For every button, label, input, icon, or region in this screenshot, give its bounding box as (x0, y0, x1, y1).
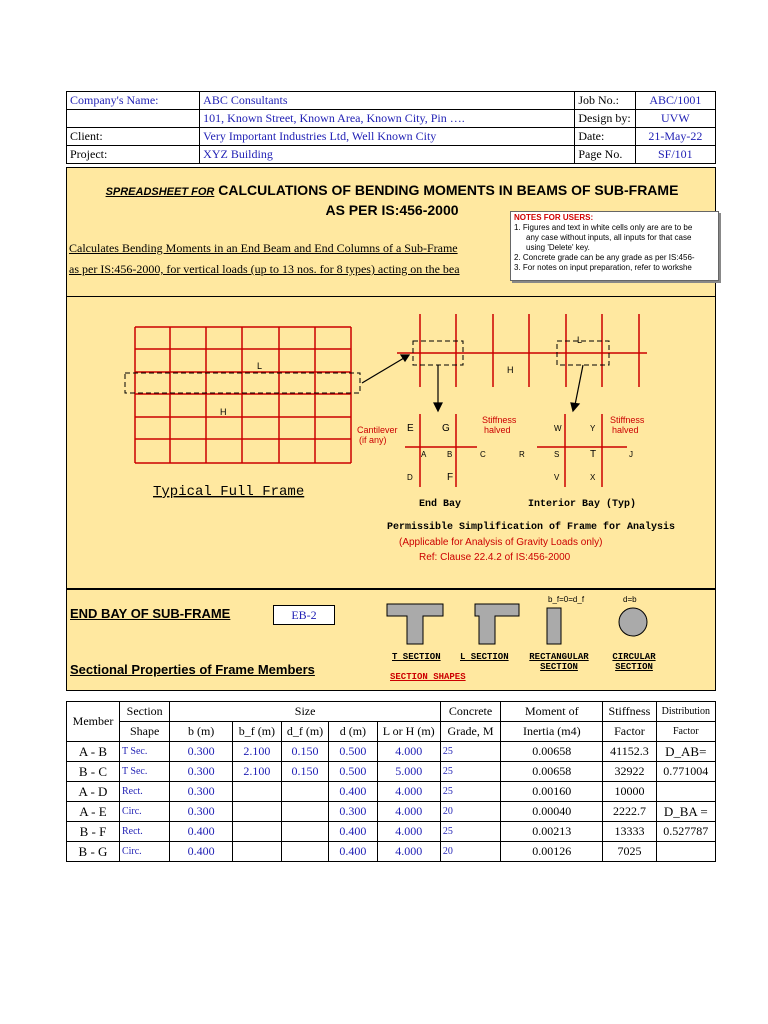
project-value[interactable]: XYZ Building (200, 146, 575, 164)
node-J: J (629, 450, 633, 459)
note-3: 3. For notes on input preparation, refer to workshe (514, 263, 692, 272)
end-bay-code[interactable]: EB-2 (273, 605, 335, 625)
frame-diagram (66, 296, 716, 589)
properties-table (66, 701, 716, 862)
dab-label: D_AB= (656, 742, 715, 762)
project-label: Project: (67, 146, 200, 164)
end-bay-title: END BAY OF SUB-FRAME (70, 606, 231, 621)
node-S: S (554, 450, 560, 459)
th-stiffness: Stiffness (603, 702, 656, 722)
svg-text:Interior Bay (Typ): Interior Bay (Typ) (528, 499, 637, 510)
description-line1: Calculates Bending Moments in an End Beam and End Columns of a Sub-Frame (69, 241, 458, 255)
design-label: Design by: (575, 110, 635, 128)
header-block (66, 91, 716, 167)
full-frame-label: Typical Full Frame (153, 484, 305, 500)
node-D: D (407, 473, 413, 482)
th-b: b (m) (170, 722, 233, 742)
note-2: 2. Concrete grade can be any grade as per IS:456- (514, 253, 695, 262)
svg-text:(Applicable for Analysis of Gr: (Applicable for Analysis of Gravity Loads only) (399, 537, 603, 548)
dab-value: 0.771004 (656, 762, 715, 782)
th-d: d (m) (329, 722, 377, 742)
th-size: Size (170, 702, 440, 722)
th-bf: b_f (m) (232, 722, 281, 742)
svg-text:Cantilever: Cantilever (357, 425, 398, 435)
design-value[interactable]: UVW (635, 110, 715, 128)
th-stiffness2: Factor (603, 722, 656, 742)
svg-text:L: L (257, 361, 263, 371)
svg-text:(if any): (if any) (359, 435, 387, 445)
node-Y: Y (590, 424, 596, 433)
node-E: E (407, 423, 414, 434)
svg-text:Stiffness: Stiffness (610, 415, 645, 425)
client-value[interactable]: Very Important Industries Ltd, Well Known City (200, 128, 575, 146)
job-value[interactable]: ABC/1001 (635, 92, 715, 110)
th-df: d_f (m) (281, 722, 328, 742)
table-row: A - D Rect. 0.300 0.400 4.000 25 0.00160 10000 (67, 782, 716, 802)
node-R: R (519, 450, 525, 459)
th-shape: Shape (119, 722, 169, 742)
company-address[interactable]: 101, Known Street, Known Area, Known City, Pin …. (200, 110, 575, 128)
node-A: A (421, 450, 427, 459)
table-row: B - C T Sec. 0.300 2.100 0.150 0.500 5.000 25 0.00658 32922 0.771004 (67, 762, 716, 782)
node-W: W (554, 424, 562, 433)
circ-section-label: CIRCULAR SECTION (612, 652, 656, 672)
svg-text:H: H (507, 365, 514, 375)
rect-section-label: RECTANGULAR SECTION (529, 652, 589, 672)
table-row: A - B T Sec. 0.300 2.100 0.150 0.500 4.000 25 0.00658 41152.3 D_AB= (67, 742, 716, 762)
end-bay-block (66, 589, 716, 691)
svg-text:Permissible Simplification of: Permissible Simplification of Frame for Analysis (387, 522, 676, 533)
svg-text:halved: halved (484, 425, 511, 435)
svg-text:End Bay: End Bay (419, 499, 462, 510)
notes-heading: NOTES FOR USERS: (514, 213, 594, 222)
date-value[interactable]: 21-May-22 (635, 128, 715, 146)
note-1: 1. Figures and text in white cells only are are to be (514, 223, 693, 232)
table-row: B - F Rect. 0.400 0.400 4.000 25 0.00213 13333 0.527787 (67, 822, 716, 842)
node-B: B (447, 450, 453, 459)
page-label: Page No. (575, 146, 635, 164)
job-label: Job No.: (575, 92, 635, 110)
th-lh: L or H (m) (377, 722, 440, 742)
th-grade: Grade, M (440, 722, 500, 742)
node-C: C (480, 450, 486, 459)
date-label: Date: (575, 128, 635, 146)
svg-text:halved: halved (612, 425, 639, 435)
dba-value: 0.527787 (656, 822, 715, 842)
th-moi: Moment of (501, 702, 603, 722)
title-prefix: SPREADSHEET FOR (105, 186, 215, 198)
table-row: B - G Circ. 0.400 0.400 4.000 20 0.00126 7025 (67, 842, 716, 862)
svg-text:d=b: d=b (623, 595, 637, 604)
dba-label: D_BA = (656, 802, 715, 822)
title-main: CALCULATIONS OF BENDING MOMENTS IN BEAMS OF SUB-FRAME (218, 182, 679, 198)
svg-text:L: L (577, 335, 583, 345)
company-label: Company's Name: (67, 92, 200, 110)
node-X: X (590, 473, 596, 482)
node-G: G (442, 423, 450, 434)
th-dist2: Factor (656, 722, 715, 742)
title-line1 (67, 182, 717, 198)
description-line2: as per IS:456-2000, for vertical loads (up to 13 nos. for 8 types) acting on the bea (69, 262, 460, 276)
company-name[interactable]: ABC Consultants (200, 92, 575, 110)
notes-for-users (510, 211, 719, 281)
spreadsheet (66, 91, 716, 861)
client-label: Client: (67, 128, 200, 146)
t-section-label: T SECTION (392, 652, 441, 662)
svg-text:Ref: Clause 22.4.2 of IS:456-2: Ref: Clause 22.4.2 of IS:456-2000 (419, 552, 571, 563)
table-row: A - E Circ. 0.300 0.300 4.000 20 0.00040 2222.7 D_BA = (67, 802, 716, 822)
th-concrete: Concrete (440, 702, 500, 722)
th-section: Section (119, 702, 169, 722)
page-value[interactable]: SF/101 (635, 146, 715, 164)
frame-diagram-svg (67, 297, 715, 588)
node-T: T (590, 449, 597, 460)
th-dist: Distribution (656, 702, 715, 722)
section-shapes-svg (383, 592, 653, 652)
l-section-label: L SECTION (460, 652, 509, 662)
note-1c: using 'Delete' key. (526, 243, 590, 252)
note-1b: any case without inputs, all inputs for that case (526, 233, 692, 242)
svg-text:Stiffness: Stiffness (482, 415, 517, 425)
svg-text:H: H (220, 407, 227, 417)
node-F: F (447, 472, 454, 483)
props-title: Sectional Properties of Frame Members (70, 662, 315, 677)
title-line2: AS PER IS:456-2000 (325, 202, 459, 218)
node-V: V (554, 473, 560, 482)
th-moi2: Inertia (m4) (501, 722, 603, 742)
section-shapes-label: SECTION SHAPES (390, 672, 466, 682)
th-member: Member (67, 702, 120, 742)
svg-text:b_f=0=d_f: b_f=0=d_f (548, 595, 585, 604)
